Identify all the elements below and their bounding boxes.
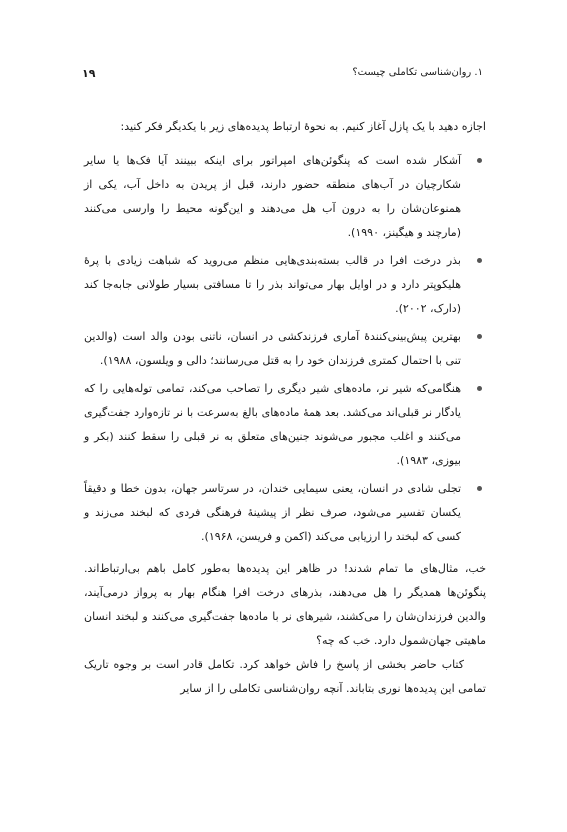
phenomena-list xyxy=(84,149,486,549)
page-header xyxy=(82,67,483,83)
list-item-text: بهترین پیش‌بینی‌کنندهٔ آماری فرزندکشی در انسان، ناتنی بودن والد است (والدین تنی با احتمال کمتری فرزندان خود را به قتل می‌رسانند؛ دالی و ویلسون، ۱۹۸۸). xyxy=(84,330,461,367)
bullet-icon xyxy=(477,486,482,491)
list-item-text: تجلی شادی در انسان، یعنی سیمایی خندان، در سرتاسر جهان، بدون خطا و دقیقاً یکسان تفسیر می‌شود، صرف نظر از پیشینهٔ فرهنگی فردی که لبخند می‌زند و کسی که لبخند را ارزیابی می‌کند (اکمن و فریسن، ۱۹۶۸). xyxy=(84,482,461,543)
list-item-text: هنگامی‌که شیر نر، ماده‌های شیر دیگری را تصاحب می‌کند، تمامی توله‌هایی را که یادگار نر قبلی‌اند می‌کشد. بعد همهٔ ماده‌های بالغ به‌سرعت با نر تازه‌وارد جفت‌گیری می‌کنند و اغلب مجبور می‌شوند جنین‌های متعلق به نر قبلی را سقط کنند (بکر و بیوزی، ۱۹۸۳). xyxy=(84,382,461,467)
list-item-text: بذر درخت افرا در قالب بسته‌بندی‌هایی منظم می‌روید که شباهت زیادی با پرهٔ هلیکوپتر دارد و در اوایل بهار می‌تواند بذر را تا مسافتی بسیار طولانی جابه‌جا کند (دارک، ۲۰۰۲). xyxy=(84,254,461,315)
intro-paragraph: اجازه دهید با یک پازل آغاز کنیم. به نحوهٔ ارتباط پدیده‌های زیر با یکدیگر فکر کنید: xyxy=(120,120,486,133)
bullet-icon xyxy=(477,386,482,391)
bullet-icon xyxy=(477,158,482,163)
closing-paragraph: کتاب حاضر بخشی از پاسخ را فاش خواهد کرد. تکامل قادر است بر وجوه تاریک تمامی این پدیده‌ها نوری بتاباند. آنچه روان‌شناسی تکاملی را از سایر xyxy=(84,658,486,695)
page-body xyxy=(84,115,486,701)
running-title: ۱. روان‌شناسی تکاملی چیست؟ xyxy=(352,67,483,78)
list-item xyxy=(84,325,486,373)
list-item xyxy=(84,149,486,245)
list-item xyxy=(84,477,486,549)
bullet-icon xyxy=(477,334,482,339)
list-item xyxy=(84,249,486,321)
page-number: ۱۹ xyxy=(82,67,96,80)
bullet-icon xyxy=(477,258,482,263)
list-item-text: آشکار شده است که پنگوئن‌های امپراتور برای اینکه ببینند آیا فک‌ها یا سایر شکارچیان در آب‌های منطقه حضور دارند، قبل از پریدن به داخل آب، یکی از همنوعان‌شان را به درون آب هل می‌دهند و این‌گونه محیط را وارسی می‌کنند (مارچند و هیگینز، ۱۹۹۰). xyxy=(84,154,461,239)
list-item xyxy=(84,377,486,473)
conclusion-paragraph: خب، مثال‌های ما تمام شدند! در ظاهر این پدیده‌ها به‌طور کامل باهم بی‌ارتباط‌اند. پنگوئن‌ها همدیگر را هل می‌دهند، بذرهای درخت افرا هنگام بهار به پرواز درمی‌آیند، والدین فرزندان‌شان را می‌کشند، شیرهای نر با ماده‌ها جفت‌گیری می‌کنند و لبخند انسان ماهیتی جهان‌شمول دارد. خب که چه؟ xyxy=(84,562,486,647)
